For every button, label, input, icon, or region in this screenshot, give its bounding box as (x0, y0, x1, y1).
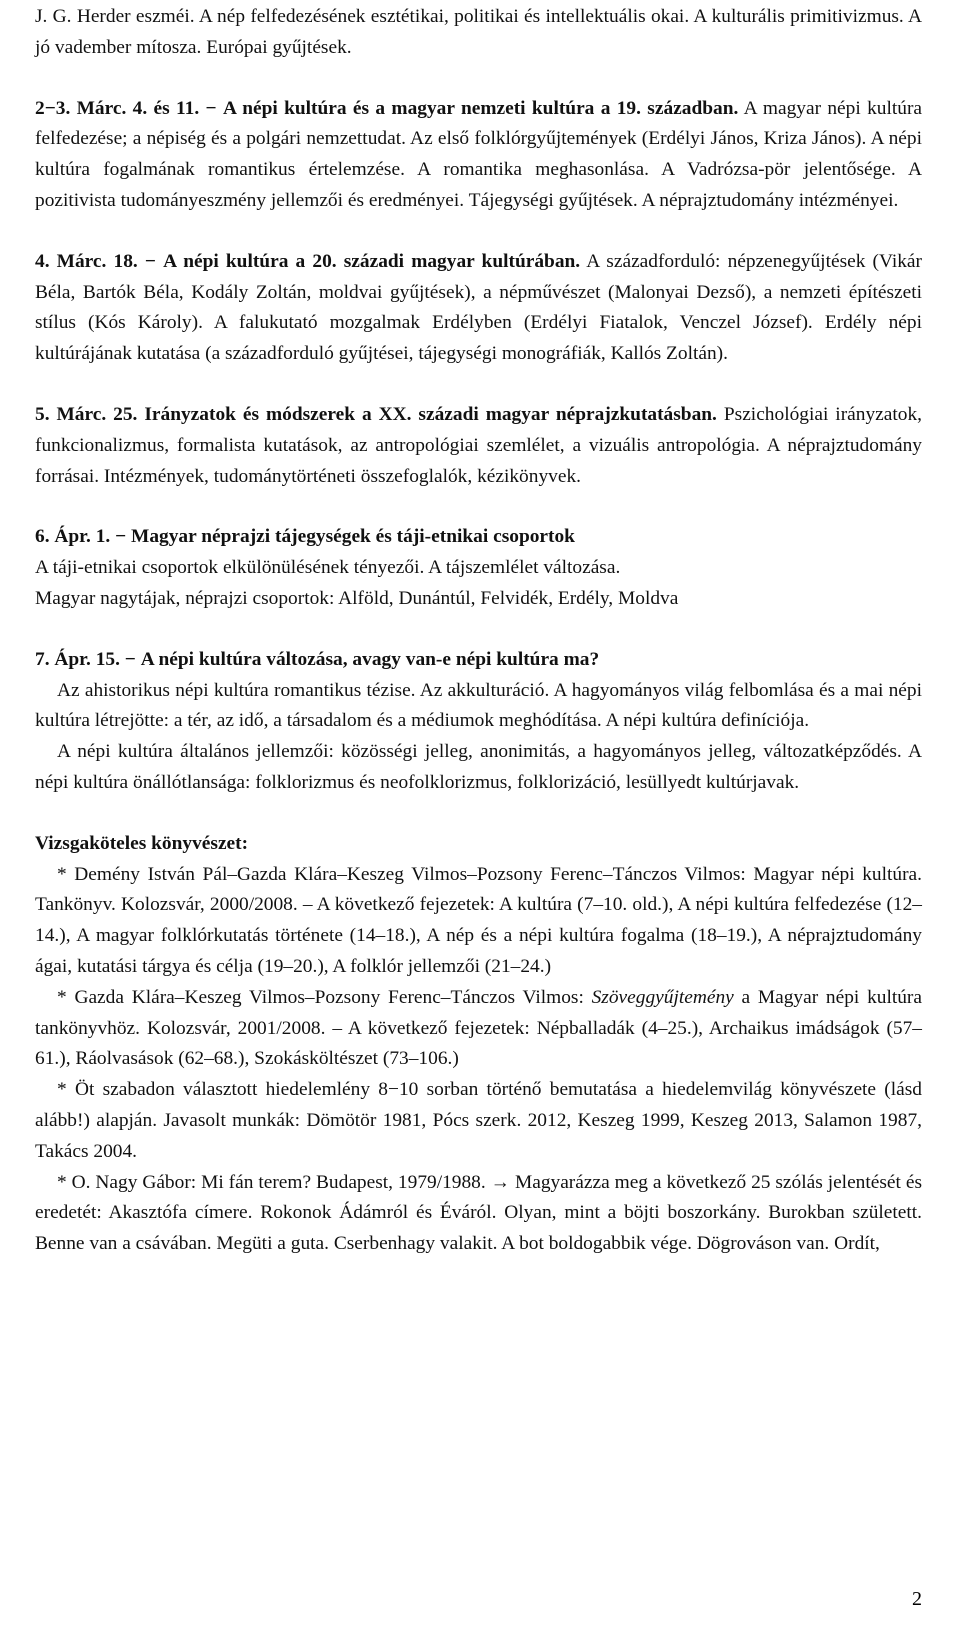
section-7-dash: − (124, 648, 136, 670)
section-7-heading (35, 645, 922, 676)
section-6-date: 6. Ápr. 1. (35, 526, 111, 548)
bibliography-item-3: * Öt szabadon választott hiedelemlény 8−10 sorban történő bemutatása a hiedelemvilág könyvészete (lásd alább!) alapján. Javasolt munkák: Dömötör 1981, Pócs szerk. 2012, Keszeg 1999, Keszeg 2013, Salamon 1987, Takács 2004. (35, 1079, 922, 1162)
section-7-body-2: A népi kultúra általános jellemzői: közösségi jelleg, anonimitás, a hagyományos jelleg, változatképződés. A népi kultúra önállótlansága: folklorizmus és neofolklorizmus, folklorizáció, lesüllyedt kultúrjavak. (35, 741, 922, 793)
bibliography-heading-text: Vizsgaköteles könyvészet: (35, 832, 249, 854)
section-7-date: 7. Ápr. 15. (35, 648, 120, 670)
intro-paragraph (35, 2, 922, 64)
section-4-title: A népi kultúra a 20. századi magyar kultúrában. (163, 250, 581, 272)
bibliography-heading (35, 829, 922, 860)
section-2-date: 2−3. Márc. 4. és 11. (35, 97, 200, 119)
section-5-title: Irányzatok és módszerek a XX. századi magyar néprajzkutatásban. (144, 403, 717, 425)
section-2-3 (35, 94, 922, 217)
section-6 (35, 522, 922, 614)
section-6-heading (35, 522, 922, 553)
section-5-date: 5. Márc. 25. (35, 403, 138, 425)
section-5 (35, 400, 922, 492)
section-6-dash: − (115, 526, 127, 548)
section-7 (35, 645, 922, 799)
page-number: 2 (912, 1588, 922, 1610)
section-4-body: A századforduló: népzenegyűjtések (Vikár Béla, Bartók Béla, Kodály Zoltán, moldvai gyűjtések), a népművészet (Malonyai Dezső), a nemzeti építészeti stílus (Kós Károly). A falukutató mozgalmak Erdélyben (Erdélyi Fiatalok, Venczel József). Erdély népi kultúrájának kutatása (a századforduló gyűjtései, tájegységi monográfiák, Kallós Zoltán). (35, 250, 922, 365)
bibliography-item-2-rest: a Magyar népi kultúra tankönyvhöz. Kolozsvár, 2001/2008. – A következő fejezetek: Népballadák (4–25.), Archaikus imádságok (57–61.), Ráolvasások (62–68.), Szokásköltészet (73–106.) (35, 986, 922, 1070)
section-4 (35, 247, 922, 370)
section-7-body-1: Az ahistorikus népi kultúra romantikus tézise. Az akkulturáció. A hagyományos világ felbomlása és a mai népi kultúra létrejötte: a tér, az idő, a társadalom és a médiumok meghódítása. A népi kultúra definíciója. (35, 679, 922, 732)
bibliography-item-2-title: Szöveggyűjtemény (591, 986, 734, 1008)
section-2-body: A magyar népi kultúra felfedezése; a népiség és a polgári nemzettudat. Az első folklórgyűjtemények (Erdélyi János, Kriza János). A népi kultúra fogalmának romantikus értelemzése. A romantika meghasonlása. A Vadrózsa-pör jelentősége. A pozitivista tudományeszmény jellemzői és eredményei. Tájegységi gyűjtések. A néprajztudomány intézményei. (35, 97, 923, 211)
bibliography-item-1: * Demény István Pál–Gazda Klára–Keszeg Vilmos–Pozsony Ferenc–Tánczos Vilmos: Magyar népi kultúra. Tankönyv. Kolozsvár, 2000/2008. – A következő fejezetek: A kultúra (7–10. old.), A népi kultúra felfedezése (12–14.), A magyar folklórkutatás története (14–18.), A nép és a népi kultúra fogalma (18–19.), A néprajztudomány ágai, kutatási tárgya és célja (19–20.), A folklór jellemzői (21–24.) (35, 863, 922, 977)
section-6-body-1: A táji-etnikai csoportok elkülönülésének tényezői. A tájszemlélet változása. (35, 557, 621, 579)
bibliography-item-4: * O. Nagy Gábor: Mi fán terem? Budapest, 1979/1988. → Magyarázza meg a következő 25 szólás jelentését és eredetét: Akasztófa címere. Rokonok Ádámról és Éváról. Olyan, mint a böjti boszorkány. Burokban született. Benne van a csávában. Megüti a guta. Cserbenhagy valakit. A bot boldogabbik vége. Dögrováson van. Ordít, (35, 1171, 922, 1255)
intro-text: J. G. Herder eszméi. A nép felfedezésének esztétikai, politikai és intellektuális okai. A kulturális primitivizmus. A jó vadember mítosza. Európai gyűjtések. (35, 6, 922, 58)
section-6-body-2: Magyar nagytájak, néprajzi csoportok: Alföld, Dunántúl, Felvidék, Erdély, Moldva (35, 587, 679, 609)
bibliography (35, 829, 922, 1260)
bibliography-item-2 (35, 983, 922, 1075)
section-4-date: 4. Márc. 18. (35, 250, 138, 272)
section-2-dash: − (205, 97, 217, 119)
bibliography-item-2-authors: * Gazda Klára–Keszeg Vilmos–Pozsony Ferenc–Tánczos Vilmos: (57, 986, 584, 1008)
section-2-title: A népi kultúra és a magyar nemzeti kultúra a 19. században. (222, 97, 739, 119)
section-5-body: Pszichológiai irányzatok, funkcionalizmus, formalista kutatások, az antropológiai szemlélet, a vizuális antropológia. A néprajztudomány forrásai. Intézmények, tudománytörténeti összefoglalók, kézikönyvek. (35, 403, 922, 487)
section-7-title: A népi kultúra változása, avagy van-e népi kultúra ma? (140, 648, 600, 670)
section-4-dash: − (144, 250, 156, 272)
section-6-title: Magyar néprajzi tájegységek és táji-etnikai csoportok (131, 526, 575, 548)
